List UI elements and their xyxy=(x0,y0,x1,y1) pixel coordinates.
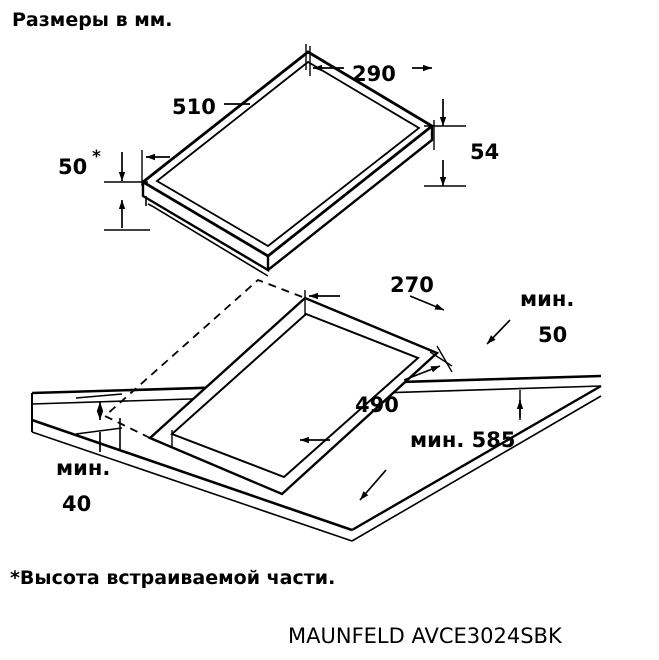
dimension-label-54: 54 xyxy=(470,140,500,164)
dimension-label-min-40-line1: мин. xyxy=(56,456,111,480)
model-name: MAUNFELD AVCE3024SBK xyxy=(288,624,562,648)
dimension-label-min-50-line1: мин. xyxy=(520,287,575,311)
dimension-label-min-50-line2: 50 xyxy=(538,323,568,347)
dimension-label-50: 50 xyxy=(58,155,88,179)
dimension-label-490: 490 xyxy=(355,393,399,417)
dimension-label-270: 270 xyxy=(390,273,434,297)
footnote: *Высота встраиваемой части. xyxy=(10,567,336,589)
asterisk-marker: * xyxy=(92,147,101,167)
dimension-label-510: 510 xyxy=(172,95,216,119)
page-title: Размеры в мм. xyxy=(12,9,173,31)
dimension-label-min-585: мин. 585 xyxy=(410,428,516,452)
dimension-label-min-40-line2: 40 xyxy=(62,492,92,516)
dimension-label-290: 290 xyxy=(352,62,396,86)
